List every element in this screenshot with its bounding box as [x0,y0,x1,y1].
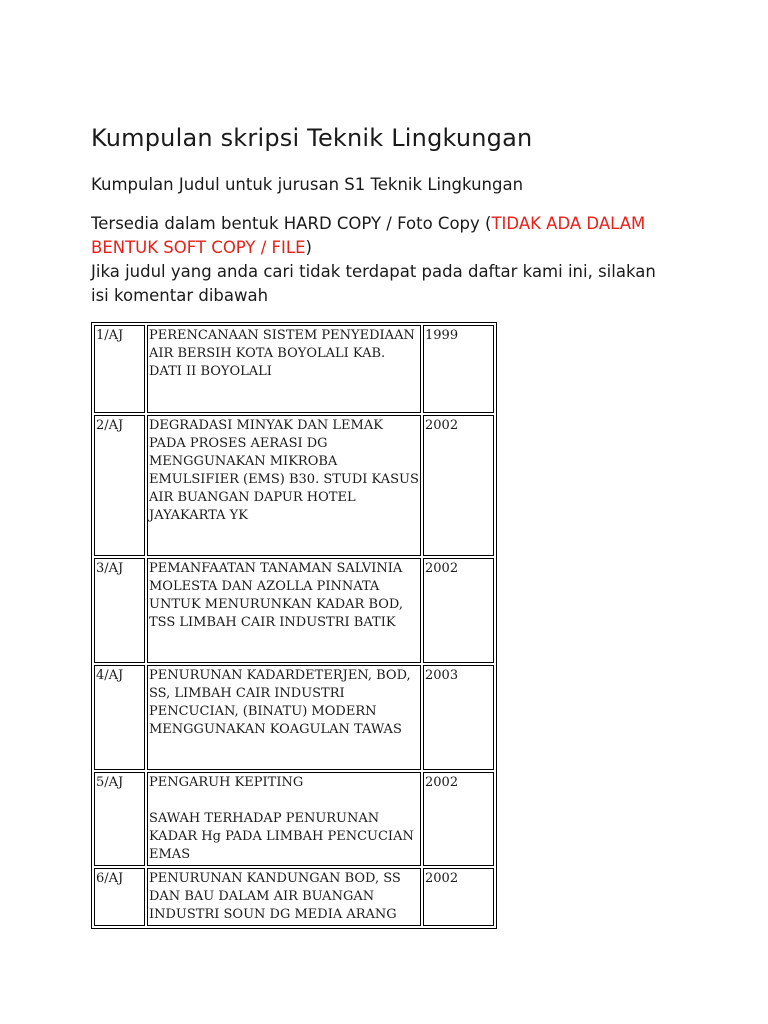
table-row [94,415,494,556]
row-title: PEMANFAATAN TANAMAN SALVINIA MOLESTA DAN AZOLLA PINNATA UNTUK MENURUNKAN KADAR BOD, TSS LIMBAH CAIR INDUSTRI BATIK [147,558,421,663]
row-title-group [147,772,421,866]
row-year: 2002 [423,415,494,556]
table-row [94,772,494,866]
intro-paragraph [91,212,671,308]
row-year: 2002 [423,772,494,866]
row-number: 3/AJ [94,558,145,663]
row-number: 6/AJ [94,868,145,926]
row-year: 2002 [423,868,494,926]
row-number: 2/AJ [94,415,145,556]
row-year: 2002 [423,558,494,663]
row-title: DEGRADASI MINYAK DAN LEMAK PADA PROSES AERASI DG MENGGUNAKAN MIKROBA EMULSIFIER (EMS) B30. STUDI KASUS AIR BUANGAN DAPUR HOTEL JAYAKARTA YK [147,415,421,556]
table-row [94,325,494,413]
row-title-continued: SAWAH TERHADAP PENURUNAN KADAR Hg PADA LIMBAH PENCUCIAN EMAS [149,811,414,862]
paragraph-gap [149,792,419,810]
availability-text: Tersedia dalam bentuk HARD COPY / Foto Copy ( [91,214,492,233]
row-title: PENURUNAN KANDUNGAN BOD, SS DAN BAU DALAM AIR BUANGAN INDUSTRI SOUN DG MEDIA ARANG [147,868,421,926]
row-title: PENURUNAN KADARDETERJEN, BOD, SS, LIMBAH CAIR INDUSTRI PENCUCIAN, (BINATU) MODERN MENGGUNAKAN KOAGULAN TAWAS [147,665,421,770]
row-title: PERENCANAAN SISTEM PENYEDIAAN AIR BERSIH KOTA BOYOLALI KAB. DATI II BOYOLALI [147,325,421,413]
availability-highlight: TIDAK ADA DALAM BENTUK SOFT COPY / FILE [91,214,646,257]
row-title: PENGARUH KEPITING [149,775,304,790]
row-number: 1/AJ [94,325,145,413]
row-number: 4/AJ [94,665,145,770]
availability-suffix: ) [305,238,312,257]
table-row [94,558,494,663]
row-year: 1999 [423,325,494,413]
thesis-table [91,322,497,929]
page-subtitle: Kumpulan Judul untuk jurusan S1 Teknik Lingkungan [91,175,524,194]
row-year: 2003 [423,665,494,770]
table-row [94,868,494,926]
table-row [94,665,494,770]
comment-note: Jika judul yang anda cari tidak terdapat pada daftar kami ini, silakan isi komentar dibawah [91,262,656,305]
page-title: Kumpulan skripsi Teknik Lingkungan [91,124,533,152]
row-number: 5/AJ [94,772,145,866]
